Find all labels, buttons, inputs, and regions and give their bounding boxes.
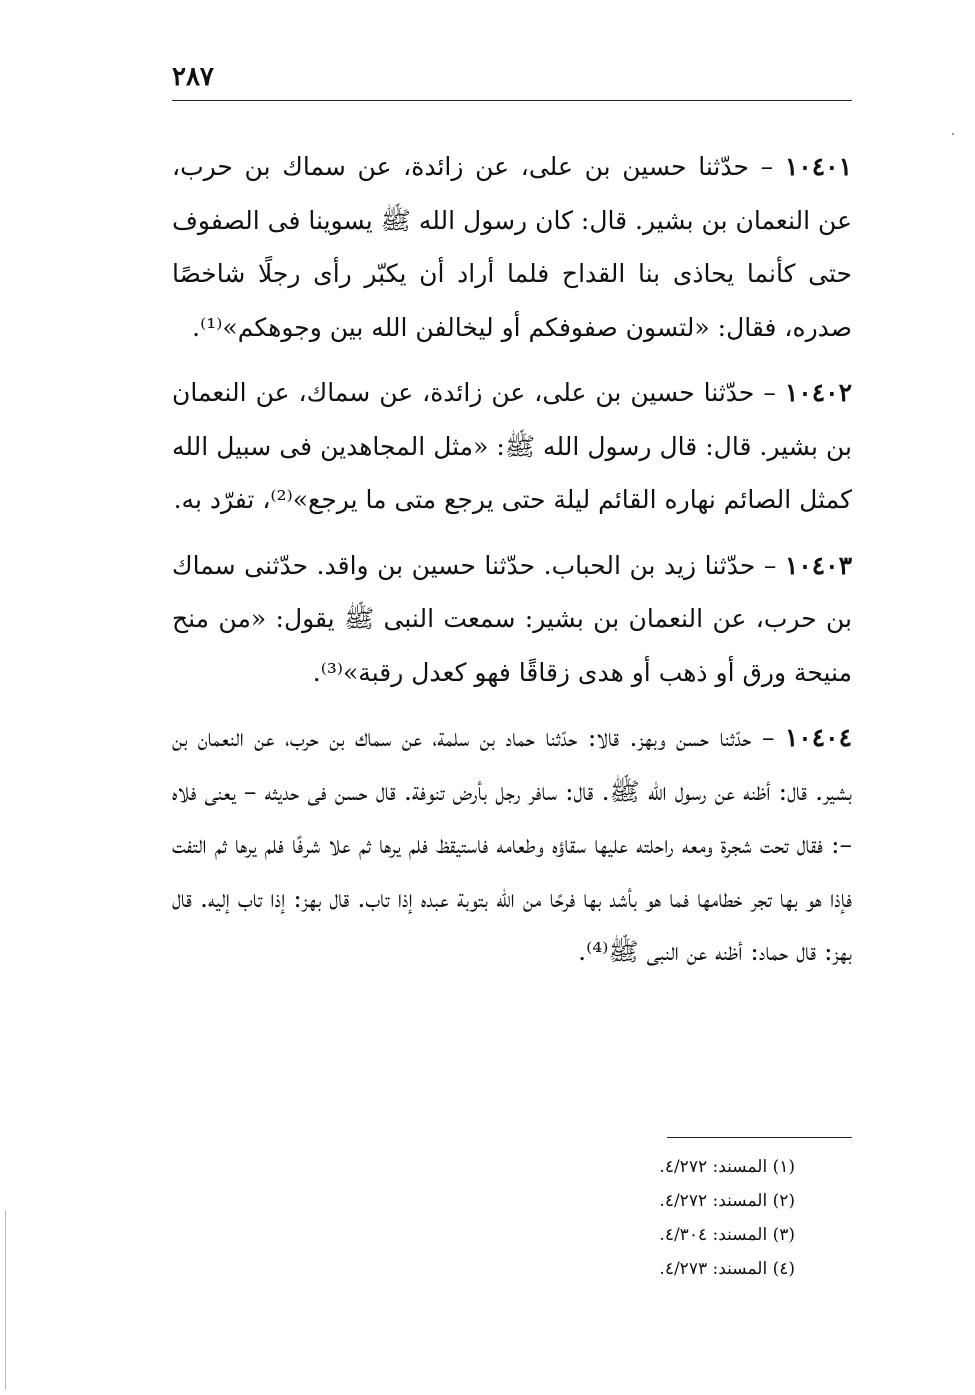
hadith-text: – حدّثنا زيد بن الحباب. حدّثنا حسين بن واقد. حدّثنى سماك بن حرب، عن النعمان بن بشير: سمعت النبى ﷺ يقول: «من منح منيحة ورق أو ذهب أو هدى زقاقًا فهو كعدل رقبة»⁽³⁾. (172, 550, 852, 687)
footnote: (٣) المسند: ٤/٣٠٤. (659, 1225, 795, 1245)
margin-mark (952, 133, 954, 135)
hadith-number: ١٠٤٠٢ (784, 378, 853, 407)
hadith-text: – حدّثنا حسين بن على، عن زائدة، عن سماك، عن النعمان بن بشير. قال: قال رسول الله ﷺ: «مثل المجاهدين فى سبيل الله كمثل الصائم نهاره القائم ليلة حتى يرجع متى ما يرجع»⁽²⁾، تفرّد به. (172, 378, 852, 514)
main-text (172, 140, 852, 991)
header-rule (172, 100, 852, 101)
footnote-rule (667, 1137, 852, 1138)
hadith-text: – حدّثنا حسن وبهز. قالا: حدّثنا حماد بن سلمة، عن سماك بن حرب، عن النعمان بن بشير. قال: أظنه عن رسول الله ﷺ. قال: سافر رجل بأرض تنوفة. قال حسن فى حديثه – يعنى فلاه –: فقال تحت شجرة ومعه راحلته عليها سقاؤه وطعامه فاستيقظ فلم يرها ثم علا شرفًا فلم يرها ثم التفت فإذا هو بها تجر خطامها فما هو بأشد بها فرحًا من الله بتوبة عبده إذا تاب. قال بهز: إذا تاب إليه. قال بهز: قال حماد: أظنه عن النبى ﷺ⁽⁴⁾. (172, 723, 852, 966)
hadith-paragraph (172, 140, 852, 354)
hadith-paragraph (172, 711, 852, 979)
footnote: (١) المسند: ٤/٢٧٢. (659, 1157, 795, 1177)
footnote: (٤) المسند: ٤/٢٧٣. (659, 1259, 795, 1279)
hadith-number: ١٠٤٠١ (784, 152, 852, 181)
hadith-number: ١٠٤٠٣ (784, 550, 852, 580)
hadith-paragraph (172, 539, 852, 700)
page-number: ٢٨٧ (172, 62, 214, 92)
hadith-number: ١٠٤٠٤ (784, 723, 852, 752)
scan-edge-line (5, 1210, 6, 1390)
hadith-paragraph (172, 366, 852, 527)
footnotes (560, 1150, 795, 1286)
footnote: (٢) المسند: ٤/٢٧٢. (659, 1191, 795, 1211)
hadith-text: – حدّثنا حسين بن على، عن زائدة، عن سماك بن حرب، عن النعمان بن بشير. قال: كان رسول الله ﷺ يسوينا فى الصفوف حتى كأنما يحاذى بنا القداح فلما أراد أن يكبّر رأى رجلًا شاخصًا صدره، فقال: «لتسون صفوفكم أو ليخالفن الله بين وجوهكم»⁽¹⁾. (172, 152, 852, 342)
